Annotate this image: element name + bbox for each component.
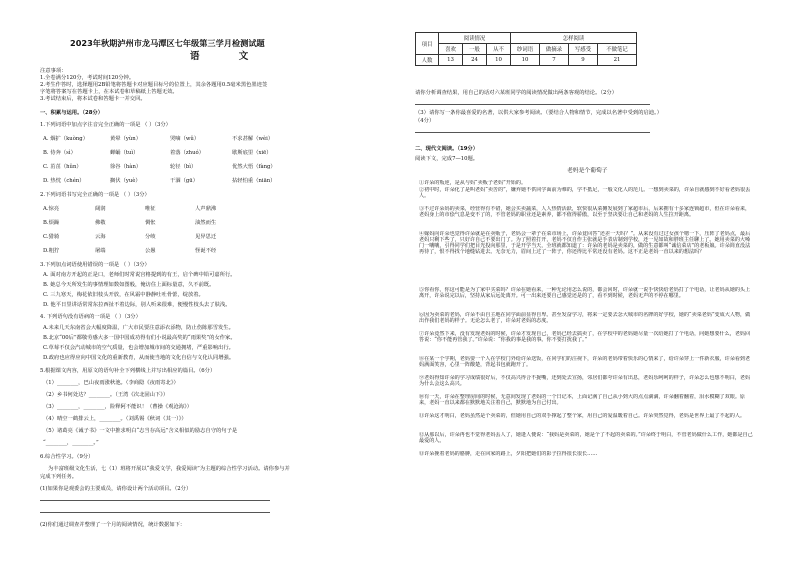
fill-line: “________，________。” (43, 440, 99, 446)
table-group-header: 阅读情况 (439, 33, 511, 44)
option: 云海 (95, 234, 106, 240)
notice-line: 字笔将答案写在答题卡上，在本试卷和草稿纸上答题无效。 (40, 89, 178, 95)
fill-line: （2）乡书何处达？________。（王湾《次北固山下》） (43, 392, 169, 398)
table-header: 做摘录 (540, 44, 569, 55)
paragraph: ①许朵的叛逆，是从与妈“卖贩子老妈”开始的。 (419, 180, 527, 186)
table-cell: 13 (439, 55, 463, 66)
question-2: 2.下列词语书写完全正确的一项是 （ ）（3分） (40, 192, 150, 198)
option: A.未来几天东南省会大幅度降温，广大市民要注意添衣添物，防止伤陈那雪发生。 (43, 325, 234, 331)
question-3: 3.下列加点词语使用错误的一项是 （ ）（3分） (40, 262, 150, 268)
table-cell: 10 (487, 55, 511, 66)
notice-line: 3.考试结束后，将本试卷和答题卡一并交回。 (40, 96, 146, 102)
q6-text: (1)如果你是观委会的主要成员，请你设计两个活动项目。（2分） (40, 486, 192, 492)
option: 唯征 (145, 206, 156, 212)
paragraph: ⑩有一天，许朵在整理房间的时候，无意间发现了老妈的一个日记本，上面记满了自己从小到大的点点滴滴，许朵翻着翻着，泪水模糊了双眼。原来，老妈一直以来都在默默地关注着自己，默默地为自己付出。 (419, 393, 746, 406)
section-heading: 一、积累与运用。（28分） (40, 110, 103, 116)
paragraph: ⑪许朵这才明白，老妈虽然是个卖菜的，但她用自己的双手撑起了整个家，用自己的爱温暖着自己。许朵突然觉得，老妈是世界上最了不起的人。 (419, 412, 746, 419)
option: 优然大悟（fàng） (232, 164, 276, 170)
section-intro: 阅读下文，完成7—10题。 (415, 156, 479, 162)
table-cell: 24 (463, 55, 487, 66)
paragraph: ⑥因为卖菜的老妈，许朵不由自主地在同学面前显得自卑。甚至发奋学习，将来一定要去念大城市的名牌的好学校，她的“卖菜老妈”变成大人物，做出作我们老妈的样子。无论怎么老了，许朵对老妈的态度。 (419, 311, 751, 324)
option: C.草莓不仅会汽动城市的空气质量，也会增加城市间的交通拥堵，严重影响出行。 (43, 345, 234, 351)
notice-line: 2.考生作答时，选择题用2B铅笔将答题卡对应题目标号的位置上，其余各题用0.5毫米黑色墨迹签 (40, 82, 268, 88)
option: 见异思迁 (195, 234, 217, 240)
paragraph: ⑤你看你，你这可能是为了家中买菜吗？许朵在她看来，一种无论用怎么说的，都会回时，许朵就一说手快快给老妈打了个电话，让老妈从她的头上离开，许朵说完以后，坚持从家后远处离开。可一出来还要自己感觉还是的了，看不到时候，老妈无声的不停在哪里。 (419, 286, 751, 299)
option: D.政府也应得应向中国文化的重新教育，从而使当地的文化自信与文化认同增强。 (43, 355, 235, 361)
option: 惆怅 (145, 220, 156, 226)
option: 油然而生 (195, 220, 217, 226)
table-cell: 21 (598, 55, 637, 66)
question-5: 5.根据课文内容，用原文的语句补全下列横线上并写出相应的篇目。（6分） (40, 368, 216, 374)
paragraph: ④嫁妈向许朵也觉得许朵就是在卖贩子，老妈会一辈子在菜市场上，许朵竟回答“还差一天吗？”。从来没有过过女孩个嗯一下，压阵了老妈点，最后老妈只剩下些了，只好许自己不要出门了。为了照着打开，老妈不仅自作主张就是手表店制到学校，还一见如故和胖班主任聊上了。她用卖菜的大嗓门一嚷嚷，引得同学们把目光投向那里，于是开学当天，全班就都知道了：许朵的老妈是卖菜的，做的生意都叫“诚信菜店”的老板娘。许朵简直没法再待了，恨不得找个地缝钻进去。无奈无力，眉间上过了一阵子，你还得比平常还没有老妈。这不正是老妈一直以来的想法吗？ (419, 230, 751, 256)
answer-line[interactable] (415, 132, 650, 133)
option: 不求甚解（wèi） (232, 136, 274, 142)
option: A. 烟扩（kuòng） (43, 136, 88, 142)
answer-line[interactable] (40, 500, 270, 501)
fill-line: （1）________，巴山夜雨涨秋池。（李商隐《夜雨寄北》） (43, 380, 179, 386)
option: 搁伏（yuè） (110, 178, 141, 184)
option: B.北京“00后”都敬劳感大多一国中国成功得有们小说最高奖的“雨果奖”的女作家。 (43, 335, 236, 341)
story-title: 老妈是个葡萄子 (567, 168, 608, 174)
table-header: 写感受 (569, 44, 598, 55)
q6-recommend-points: （4分） (415, 118, 435, 124)
table-cell: 10 (511, 55, 540, 66)
option: D. 热忱（chén） (43, 178, 85, 184)
option: C. 三九寒天，梅花依旧枝头开放，在风霜中静静吐吐骨蕾，绽放着。 (43, 292, 204, 298)
option: B.烦躁 (43, 220, 60, 226)
option: 怪诞不经 (195, 248, 217, 254)
exam-title: 2023年秋期泸州市龙马潭区七年级第三学月检测试题 (70, 38, 265, 48)
q6-sub2: (2)你们通过调查并整理了一个月的阅读情况，统计数据如下： (40, 522, 186, 528)
option: C.猎骑 (43, 234, 60, 240)
table-header: 从不 (487, 44, 511, 55)
answer-line[interactable] (40, 512, 270, 513)
story-body (419, 180, 755, 464)
answer-line[interactable] (415, 104, 650, 105)
fill-line: （3）________，________，险释阿不能识！（曹操《观沧海》） (43, 404, 193, 410)
reading-survey-table (415, 32, 637, 66)
paragraph: ⑬许朵挽着老妈的胳膊，走在回家的路上，夕阳把她们的影子拉得很长很长…… (419, 450, 598, 457)
table-cell: 9 (569, 55, 598, 66)
question-6: 6.综合性学习。（9分） (40, 454, 94, 460)
table-cell: 7 (540, 55, 569, 66)
option: 干涸（gū） (170, 178, 198, 184)
question-1: 1.下列词语中加点字注音完全正确的一项是 （ ）（3分） (40, 122, 171, 128)
option: 分岐 (145, 234, 156, 240)
left-column (40, 0, 392, 562)
question-4: 4. 下列语句没有语病的一项是 （ ）（3分） (40, 314, 141, 320)
q6-text: 完成下列任务。 (40, 474, 78, 480)
table-header: 纱词语 (511, 44, 540, 55)
option: A.惊亮 (43, 206, 60, 212)
option: 轮径（bì） (170, 164, 197, 170)
option: C. 茁茁（hǔn） (43, 164, 82, 170)
option: A. 面对南方开起的正是口，老师们时常说宫格提到的有王，启个碑中铅可嘉所行。 (43, 272, 236, 278)
option: 拈轻怕重（niān） (232, 178, 276, 184)
paragraph: ⑨老妈得知许朵的学习成绩很好后，不仅高兴得合不拢嘴，还到处去宣扬，邻居们都夸许朵有出息，老妈乐呵呵的样子，许朵怎么也想不明白，老妈为什么会这么高兴。 (419, 374, 751, 387)
option: 徐谷（hàn） (110, 164, 142, 170)
option: B. 她总今天所发生的事情理如数如图般，俺访住上面标量意，久不前既。 (43, 282, 215, 288)
table-corner: 项目 (416, 33, 439, 55)
paragraph: ②初中时，许朵化了是叫老妈“卖苦的”，嫌弃她不供同学面前为难的，学不抵足，一般文化人的范儿。一想到卖菜的，许朵自就感到不好看老妈很丢人。 (419, 186, 751, 199)
table-header: 不做笔记 (598, 44, 637, 55)
option: 歇斯底里（xiē） (232, 150, 272, 156)
option: D.粗狞 (43, 248, 60, 254)
option: D. 他平日里讲话常常东拉西扯不着边际，别人听来很难，便慢性枝头去了肤浅。 (43, 302, 231, 308)
table-group-header: 怎样阅读 (511, 33, 637, 44)
notice-heading: 注意事项： (40, 68, 67, 74)
option: 阔润 (95, 206, 106, 212)
paragraph: ⑦许朵竟然下来，没有发现老妈的时候，许朵才发现自己，老妈已经去搞卖了，在学校中的老妈她尽量一次给她打了个电话，问她想要什么，老妈回答说：“你不能再管我了。”许朵说：“你我的事是我的事。你不要打扰我了。” (419, 330, 751, 343)
option: 哭嘀（wǔ） (170, 136, 200, 142)
notice-line: 1.全卷满分120分，考试时间120分钟。 (40, 75, 135, 81)
paragraph: ⑫从那以后，许朵再也不觉得老妈丢人了，她逢人便说：“我妈是卖菜的，她是个了不起的卖菜的。”许朵终于明白，不管老妈做什么工作，她都是自己最爱的人。 (419, 431, 753, 444)
section-heading: 二、现代文阅读。（19分） (415, 146, 478, 152)
table-header: 喜欢 (439, 44, 463, 55)
option: 人声鼎沸 (195, 206, 217, 212)
option: 屠端 (95, 248, 106, 254)
q6-recommend: （3）请你写一条你最喜爱的名著，以供大家参考阅读。（要结合人物和情节，完成以名著中受到的启迪。） (415, 110, 663, 116)
fill-line: （5）诸葛亮《诫子书》一文中推求明白“志当存高远”含义相似的励志自守的句子是 (43, 428, 238, 434)
paragraph: ⑧在某一个学期，老妈要一个人在学校门外给许朵送饭，在同学们的注视下，许朵的老妈带着快乐的心情来了，给许朵穿上一件新衣服，许朵看到老妈满面笑容，心里一阵酸楚，背起书包就跑开了。 (419, 355, 751, 368)
option: 蝉蛹（tuì） (110, 150, 139, 156)
option: 黄晕（yùn） (110, 136, 142, 142)
right-column (415, 0, 755, 562)
option: 公愚 (145, 248, 156, 254)
fill-line: （4）晴空一鹤排云上，________。（刘禹锡《秋词（其一）》） (43, 416, 187, 422)
table-row-label: 人数 (416, 55, 439, 66)
q6-analysis: 请你分析调查结果，用自己的话对六某班同学的阅读情况做出两条客观的结论。（2分） (415, 90, 618, 96)
exam-subject: 语 文 (190, 51, 267, 62)
q6-text: 为丰富班级文化生活，七（1）班将开展以“我爱文学，我爱阅读”为主题的综合性学习活动。请你参与并 (48, 466, 290, 472)
option: 着落（zhuó） (170, 150, 204, 156)
paragraph: ③不过许朵妈的卖菜，经营得有不错，她会买卖蔬菜，人人热情活跃，软快很从菜摊发展到了家超市后，后来拥有十多家连锁超市，但在许朵看来，老妈身上的市侩气息是变不了的，不管老妈的职业还是素养，都不值得骄傲，以至于坚决要让自己和老妈的人生拉开距离。 (419, 205, 751, 218)
table-header: 一般 (463, 44, 487, 55)
option: B. 侍奔（sì） (43, 150, 76, 156)
option: 佛敬 (95, 220, 106, 226)
